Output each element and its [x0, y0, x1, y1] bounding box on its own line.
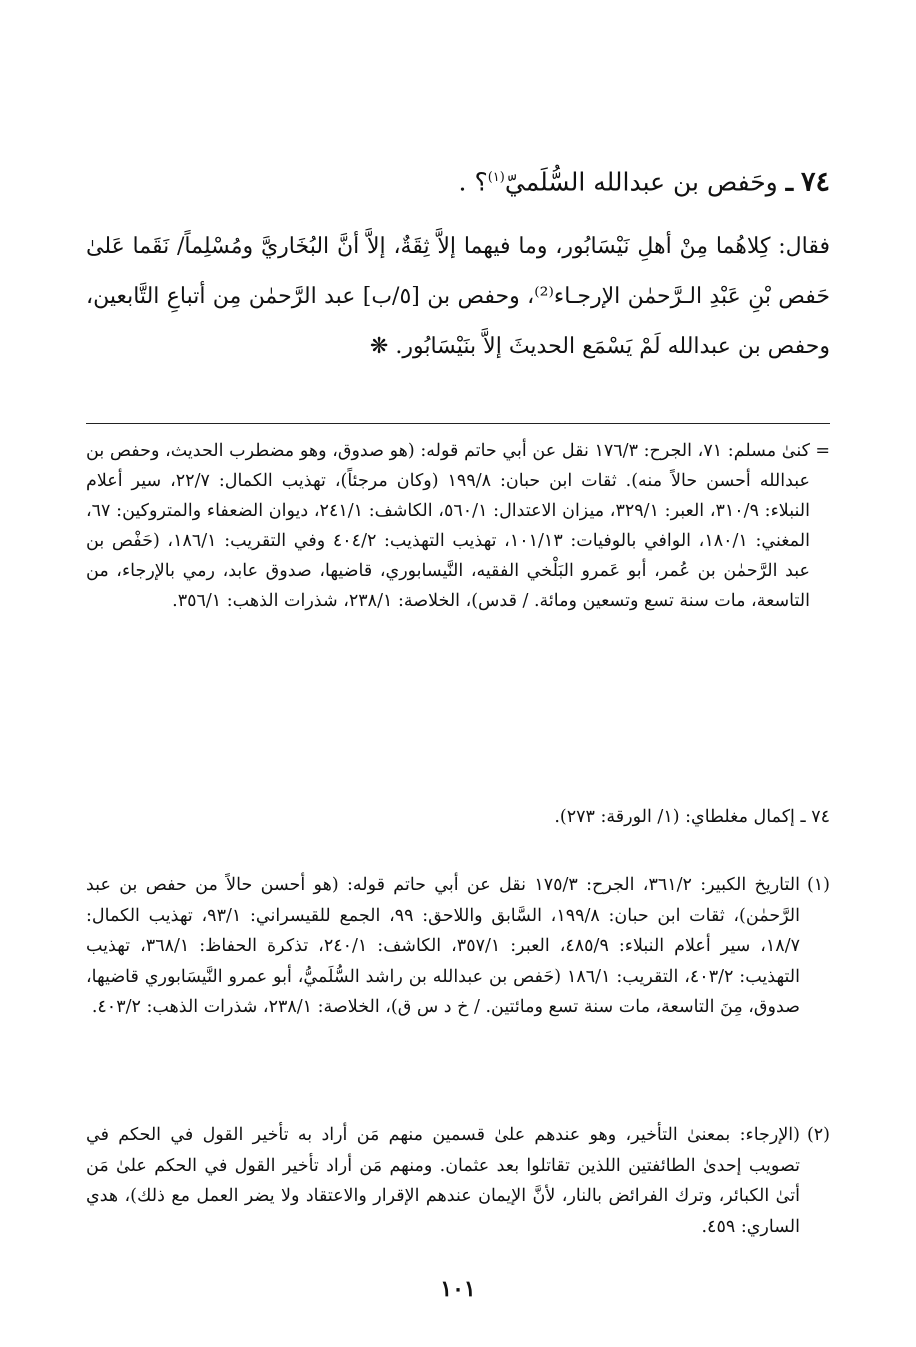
apparatus-note: [86, 436, 830, 616]
apparatus-marker: =: [815, 441, 830, 461]
entry-separator: ـ: [785, 167, 794, 197]
footnote-1-marker: (١): [806, 875, 830, 895]
entry-title: وحَفص بن عبدالله السُّلَميّ: [504, 167, 778, 197]
footnote-2-text: (الإرجاء: بمعنىٰ التأخير، وهو عندهم علىٰ قسمين منهم مَن أراد به تأخير القول في الحكم في تصويب إحدىٰ الطائفتين اللذين تقاتلوا بعد عثمان. ومنهم مَن أراد تأخير القول في الحكم علىٰ مَن أتىٰ الكبائر، وترك الفرائض بالنار، لأنَّ الإيمان عندهم الإقرار والاعتقاد ولا يضر العمل مع ذلك)، هدي الساري: ٤٥٩.: [86, 1125, 800, 1237]
footnote-2-marker: (٢): [806, 1125, 830, 1145]
footnote-1: [86, 870, 830, 1023]
entry-heading: [130, 158, 830, 202]
page-number: ١٠١: [440, 1276, 476, 1302]
apparatus-text: كنىٰ مسلم: ٧١، الجرح: ١٧٦/٣ نقل عن أبي حاتم قوله: (هو صدوق، وهو مضطرب الحديث، وحفص بن عبدالله أحسن حالاً منه). ثقات ابن حبان: ١٩٩/٨ (وكان مرجئاً)، تهذيب الكمال: ٢٢/٧، سير أعلام النبلاء: ٣١٠/٩، العبر: ٣٢٩/١، ميزان الاعتدال: ٥٦٠/١، الكاشف: ٢٤١/١، ديوان الضعفاء والمتروكين: ٦٧، المغني: ١٨٠/١، الوافي بالوفيات: ١٠١/١٣، تهذيب التهذيب: ٤٠٤/٢ وفي التقريب: ١٨٦/١، (حَفْص بن عبد الرَّحمٰن بن عُمر، أبو عَمرو البَلْخي الفقيه، النَّيسابوري، قاضيها، صدوق عابد، رمي بالإرجاء، من التاسعة، مات سنة تسع وتسعين ومائة. / قدس)، الخلاصة: ٢٣٨/١، شذرات الذهب: ٣٥٦/١.: [86, 441, 811, 611]
entry-footnote-ref: (١): [487, 170, 505, 185]
footnote-1-text: التاريخ الكبير: ٣٦١/٢، الجرح: ١٧٥/٣ نقل عن أبي حاتم قوله: (هو أحسن حالاً من حفص بن عبد الرَّحمٰن)، ثقات ابن حبان: ١٩٩/٨، السَّابق واللاحق: ٩٩، الجمع للقيسراني: ٩٣/١، تهذيب الكمال: ١٨/٧، سير أعلام النبلاء: ٤٨٥/٩، العبر: ٣٥٧/١، الكاشف: ٢٤٠/١، تذكرة الحفاظ: ٣٦٨/١، تهذيب التهذيب: ٤٠٣/٢، التقريب: ١٨٦/١ (حَفص بن عبدالله بن راشد السُّلَميُّ، أبو عمرو النَّيسَابوري قاضيها، صدوق، مِنَ التاسعة، مات سنة تسع ومائتين. / خ د س ق)، الخلاصة: ٢٣٨/١، شذرات الذهب: ٤٠٣/٢.: [86, 875, 801, 1017]
manuscript-note: ٧٤ ـ إكمال مغلطاي: (١/ الورقة: ٢٧٣).: [554, 807, 830, 827]
footnote-2: [86, 1120, 830, 1242]
entry-tail: ؟ .: [458, 167, 488, 197]
footnote-divider: [86, 423, 830, 424]
main-text: فقال: كِلاهُما مِنْ أهلِ نَيْسَابُور، وما فيهما إلاَّ ثِقَةٌ، إلاَّ أنَّ البُخَاريَّ ومُسْلِماً/ نَقَما عَلىٰ حَفص بْنِ عَبْدِ الـرَّحمٰن الإرجـاء⁽²⁾، وحفص بن [٥/ب] عبد الرَّحمٰن مِن أتباعِ التَّابعين، وحفص بن عبدالله لَمْ يَسْمَع الحديثَ إلاَّ بنَيْسَابُور. ❋: [86, 234, 830, 359]
entry-number: ٧٤: [800, 166, 830, 198]
